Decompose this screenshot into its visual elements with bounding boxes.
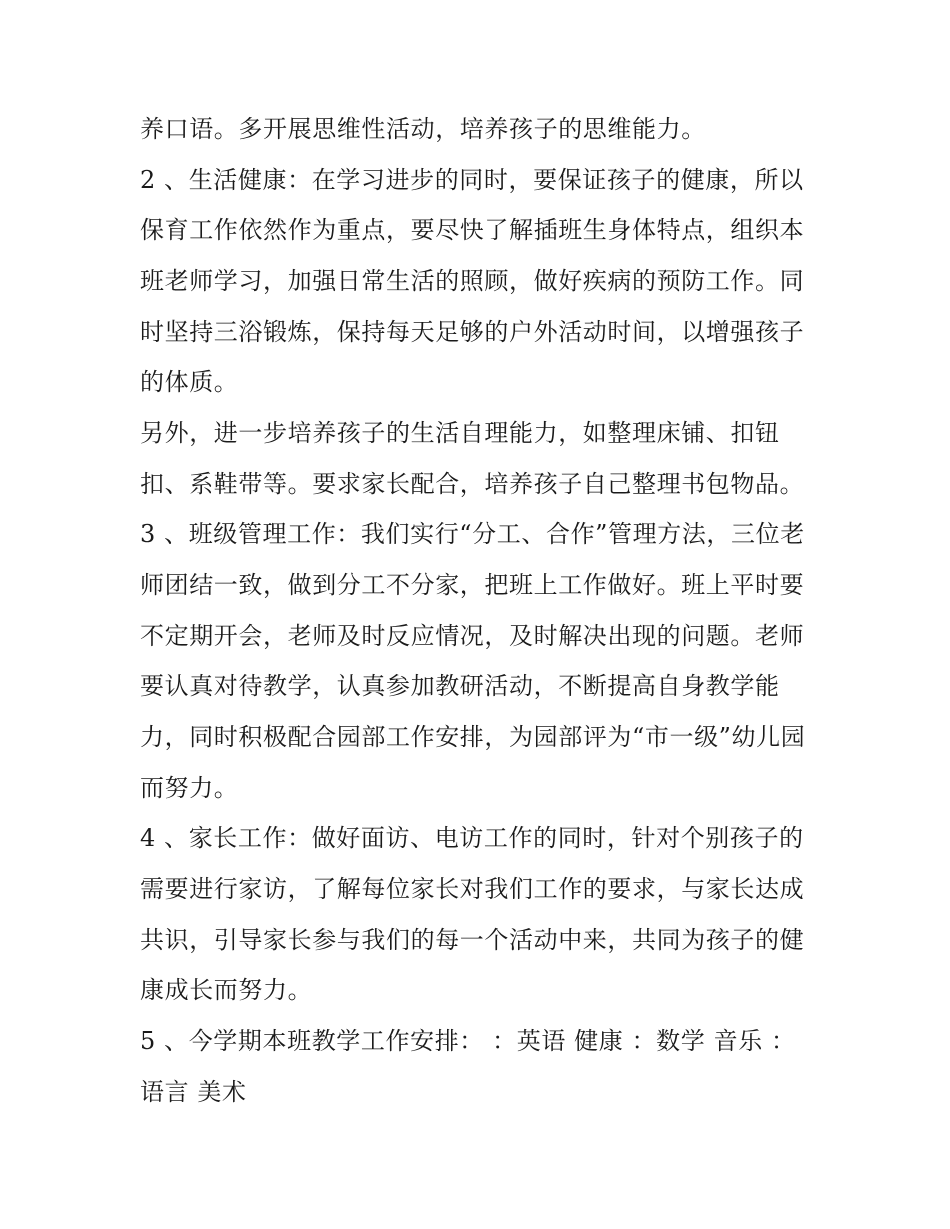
text-line: 而努力。	[140, 774, 239, 802]
text-line: 扣、系鞋带等。要求家长配合，培养孩子自己整理书包物品。	[140, 470, 805, 498]
text-line: 3 、班级管理工作：我们实行“分工、合作”管理方法，三位老	[140, 520, 805, 548]
text-line: 需要进行家访，了解每位家长对我们工作的要求，与家长达成	[140, 875, 805, 903]
text-line: 要认真对待教学，认真参加教研活动，不断提高自身教学能	[140, 672, 780, 700]
text-line: 师团结一致，做到分工不分家，把班上工作做好。班上平时要	[140, 571, 805, 599]
text-line: 语言 美术	[140, 1078, 247, 1106]
text-line: 5 、今学期本班教学工作安排： ：英语 健康 ：数学 音乐 ：	[140, 1027, 796, 1055]
text-line: 康成长而努力。	[140, 976, 313, 1004]
text-line: 力，同时积极配合园部工作安排，为园部评为“市一级”幼儿园	[140, 723, 806, 751]
text-line: 班老师学习，加强日常生活的照顾，做好疾病的预防工作。同	[140, 267, 805, 295]
text-line: 保育工作依然作为重点，要尽快了解插班生身体特点，组织本	[140, 216, 805, 244]
text-line: 的体质。	[140, 368, 239, 396]
text-line: 养口语。多开展思维性活动，培养孩子的思维能力。	[140, 115, 706, 143]
text-line: 2 、生活健康：在学习进步的同时，要保证孩子的健康，所以	[140, 166, 804, 194]
text-line: 时坚持三浴锻炼，保持每天足够的户外活动时间，以增强孩子	[140, 318, 805, 346]
text-line: 另外，进一步培养孩子的生活自理能力，如整理床铺、扣钮	[140, 419, 780, 447]
text-line: 4 、家长工作：做好面访、电访工作的同时，针对个别孩子的	[140, 824, 804, 852]
text-line: 共识，引导家长参与我们的每一个活动中来，共同为孩子的健	[140, 926, 805, 954]
text-line: 不定期开会，老师及时反应情况，及时解决出现的问题。老师	[140, 622, 805, 650]
